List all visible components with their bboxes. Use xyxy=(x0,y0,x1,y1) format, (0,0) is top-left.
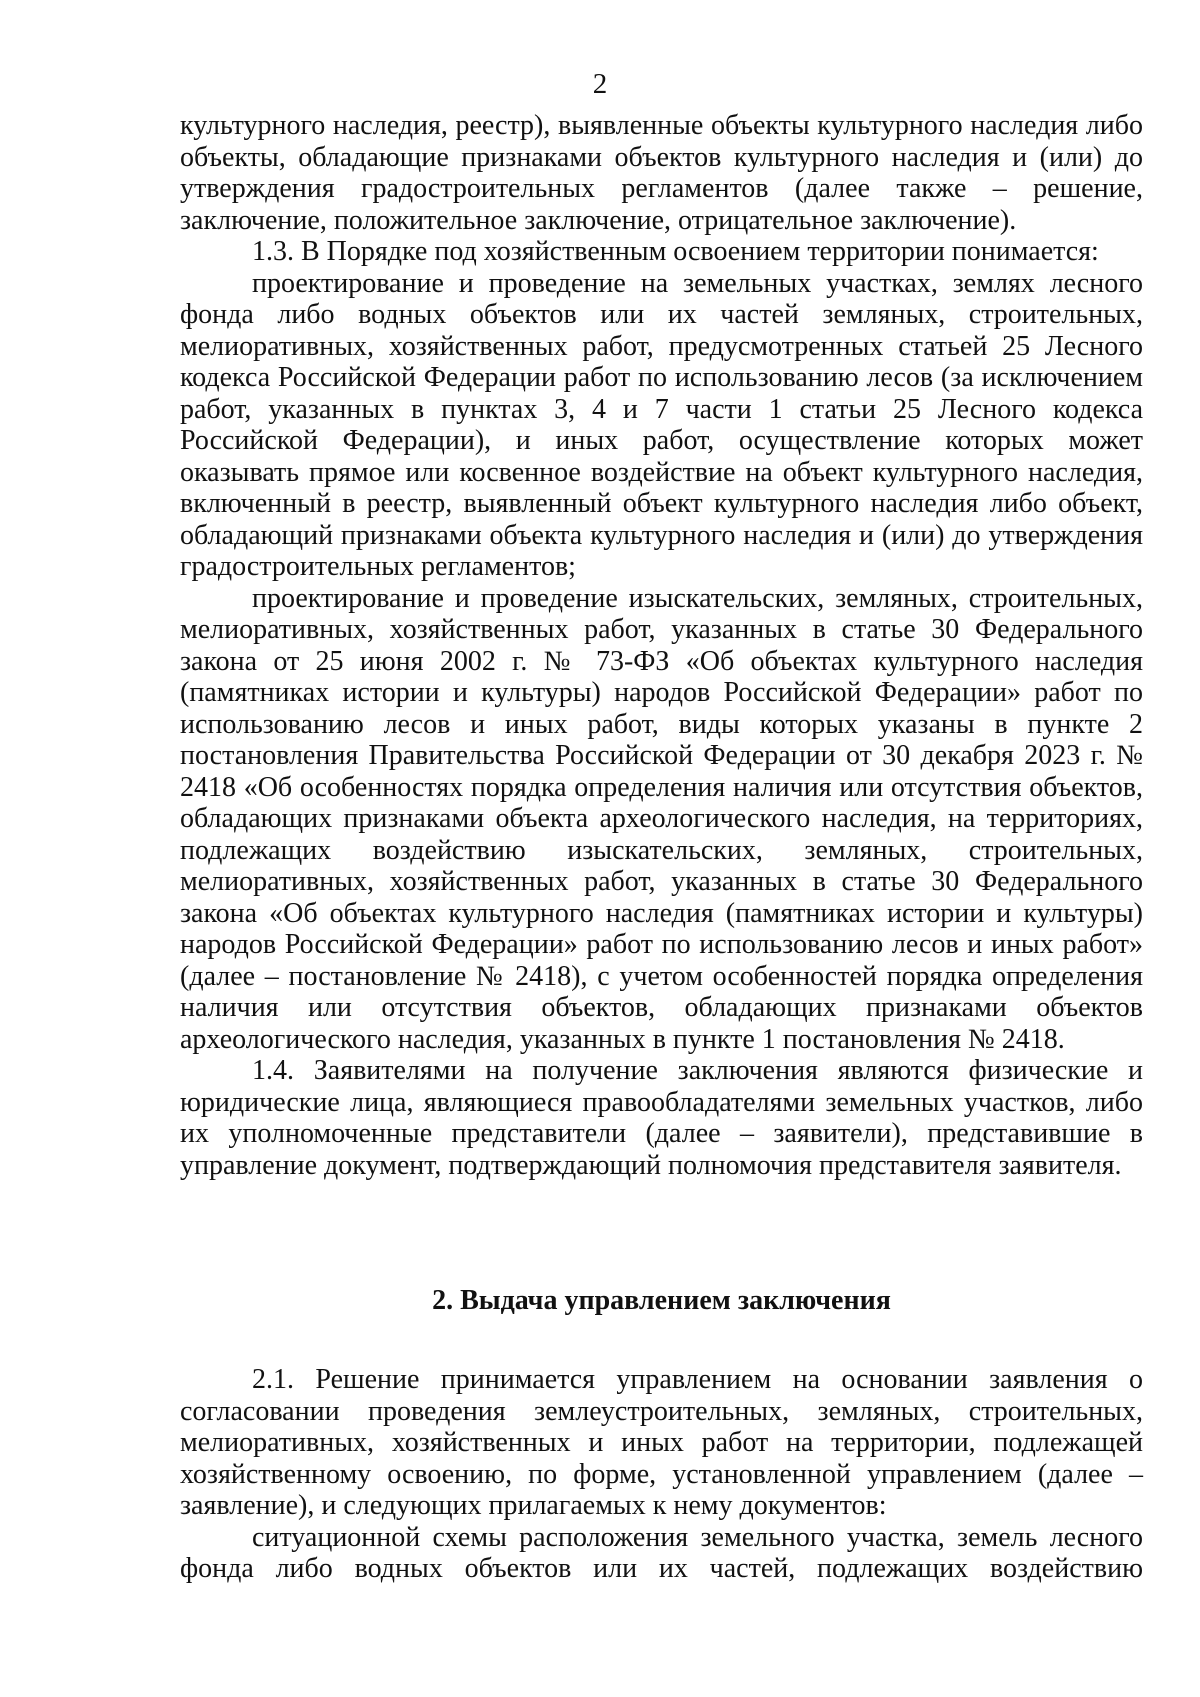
paragraph-work-definition-1: проектирование и проведение на земельных участках, землях лесного фонда либо водных объектов или их частей земляных, строительных, мелиоративных, хозяйственных работ, предусмотренных статьей 25 Лесного кодекса Российской Федерации работ по использованию лесов (за исключением работ, указанных в пунктах 3, 4 и 7 части 1 статьи 25 Лесного кодекса Российской Федерации), и иных работ, осуществление которых может оказывать прямое или косвенное воздействие на объект культурного наследия, включенный в реестр, выявленный объект культурного наследия либо объект, обладающий признаками объекта культурного наследия и (или) до утверждения градостроительных регламентов; xyxy=(180,267,1143,582)
paragraph-continuation: культурного наследия, реестр), выявленные объекты культурного наследия либо объекты, обладающие признаками объектов культурного наследия и (или) до утверждения градостроительных регламентов (далее также – решение, заключение, положительное заключение, отрицательное заключение). xyxy=(180,110,1143,236)
body-text-section-2 xyxy=(180,1364,1143,1585)
body-text-section-1 xyxy=(180,110,1143,1181)
paragraph-1-4: 1.4. Заявителями на получение заключения являются физические и юридические лица, являющиеся правообладателями земельных участков, либо их уполномоченные представители (далее – заявители), представившие в управление документ, подтверждающий полномочия представителя заявителя. xyxy=(180,1055,1143,1181)
paragraph-2-1: 2.1. Решение принимается управлением на основании заявления о согласовании проведения землеустроительных, земляных, строительных, мелиоративных, хозяйственных и иных работ на территории, подлежащей хозяйственному освоению, по форме, установленной управлением (далее – заявление), и следующих прилагаемых к нему документов: xyxy=(180,1364,1143,1521)
paragraph-1-3: 1.3. В Порядке под хозяйственным освоением территории понимается: xyxy=(252,236,1099,267)
page-number: 2 xyxy=(592,68,608,100)
section-heading: 2. Выдача управлением заключения xyxy=(432,1285,891,1316)
paragraph-situation-scheme: ситуационной схемы расположения земельного участка, земель лесного фонда либо водных объектов или их частей, подлежащих воздействию xyxy=(180,1521,1143,1584)
paragraph-work-definition-2: проектирование и проведение изыскательских, земляных, строительных, мелиоративных, хозяйственных работ, указанных в статье 30 Федерального закона от 25 июня 2002 г. № 73-ФЗ «Об объектах культурного наследия (памятниках истории и культуры) народов Российской Федерации» работ по использованию лесов и иных работ, виды которых указаны в пункте 2 постановления Правительства Российской Федерации от 30 декабря 2023 г. № 2418 «Об особенностях порядка определения наличия или отсутствия объектов, обладающих признаками объекта археологического наследия, на территориях, подлежащих воздействию изыскательских, земляных, строительных, мелиоративных, хозяйственных работ, указанных в статье 30 Федерального закона «Об объектах культурного наследия (памятниках истории и культуры) народов Российской Федерации» работ по использованию лесов и иных работ» (далее – постановление № 2418), с учетом особенностей порядка определения наличия или отсутствия объектов, обладающих признаками объектов археологического наследия, указанных в пункте 1 постановления № 2418. xyxy=(180,582,1143,1055)
